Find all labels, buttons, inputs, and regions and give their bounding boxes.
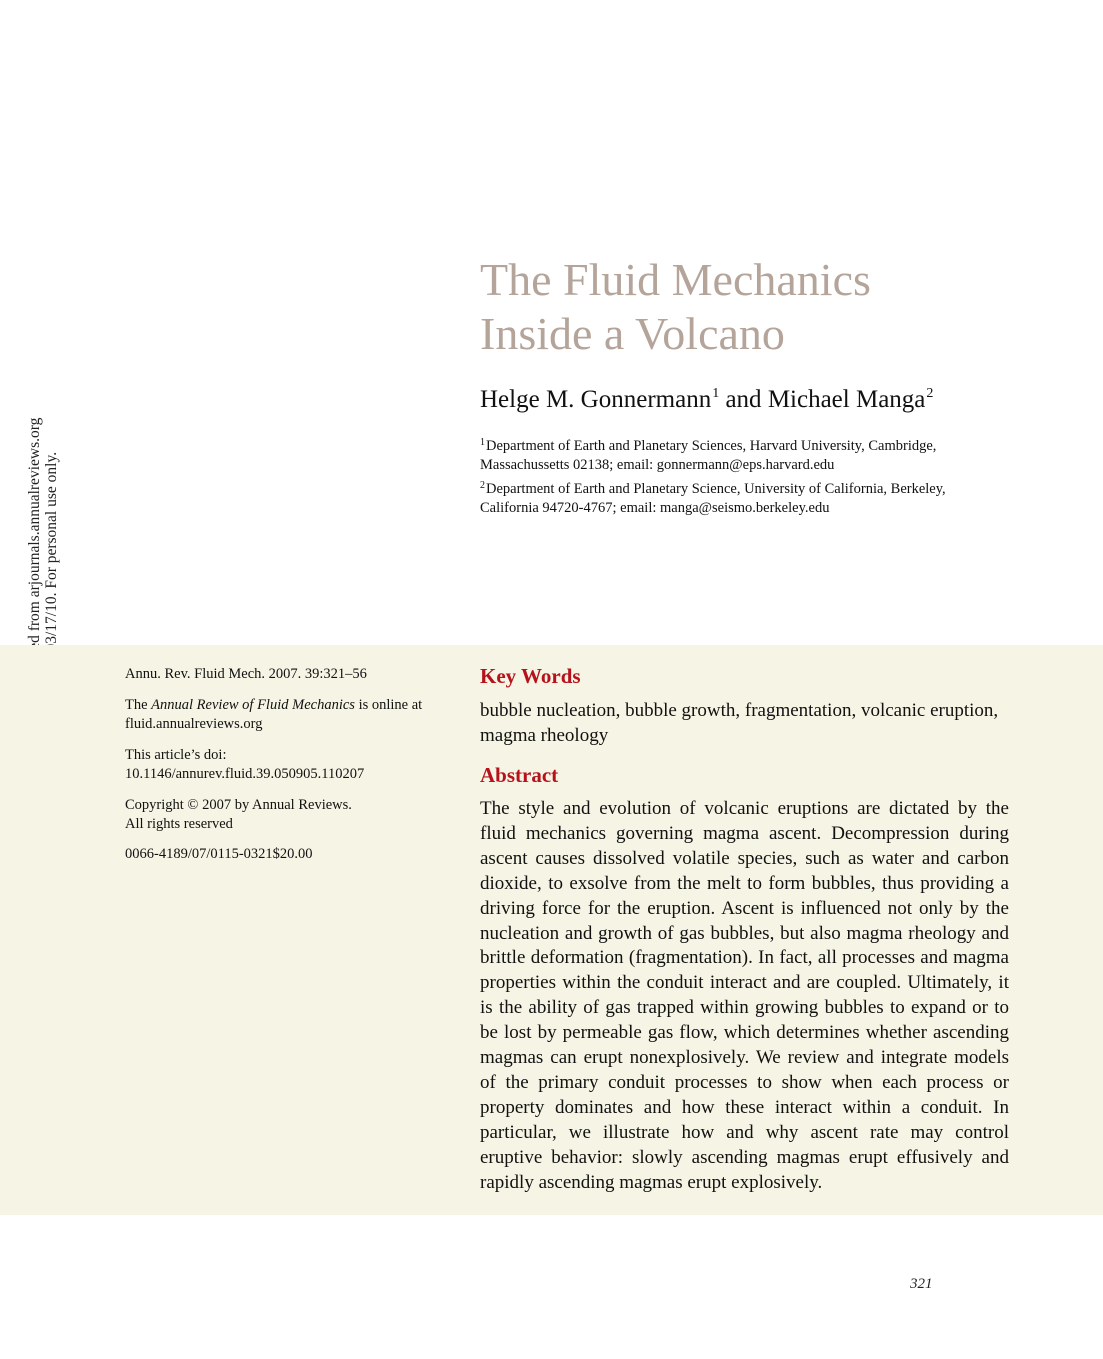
keywords-heading: Key Words	[480, 664, 581, 688]
author-1: Helge M. Gonnermann	[480, 386, 712, 413]
copyright-line: Copyright © 2007 by Annual Reviews.	[125, 797, 352, 813]
issn-code: 0066-4189/07/0115-0321$20.00	[125, 846, 313, 862]
affiliation-1-text: Department of Earth and Planetary Sciences, Harvard University, Cambridge, Massachussetts 02138; email: gonnermann@eps.harvard.edu	[480, 438, 937, 473]
online-notice	[125, 696, 425, 734]
online-prefix: The	[125, 697, 152, 713]
title-line-2: Inside a Volcano	[480, 308, 785, 359]
affiliation-2	[480, 476, 1000, 518]
online-suffix: is online at fluid.annualreviews.org	[125, 697, 423, 732]
page-number: 321	[910, 1276, 933, 1292]
doi-block	[125, 746, 425, 784]
doi-label: This article’s doi:	[125, 747, 227, 763]
title-line-1: The Fluid Mechanics	[480, 254, 871, 305]
abstract-heading: Abstract	[480, 763, 559, 787]
journal-name: Annual Review of Fluid Mechanics	[151, 697, 355, 713]
author-2: Michael Manga	[767, 386, 926, 413]
affiliation-1-mark: 1	[480, 437, 485, 448]
affiliation-2-mark: 2	[480, 480, 485, 491]
affiliation-1	[480, 433, 1000, 475]
abstract-text: The style and evolution of volcanic eruptions are dictated by the fluid mechanics governing magma ascent. Decompression during ascent causes dissolved volatile species, such as water and carbon dioxide, to exsolve from the melt to form bubbles, thus providing a driving force for the eruption. Ascent is influenced not only by the nucleation and growth of gas bubbles, but also magma rheology and brittle deformation (fragmentation). In fact, all processes and magma properties within the conduit interact and are coupled. Ultimately, it is the ability of gas trapped within growing bubbles to expand or to be lost by permeable gas flow, which determines whether ascending magmas can erupt nonexplosively. We review and integrate models of the primary conduit processes to show when each process or property dominates and how these interact within a conduit. In particular, we illustrate how and why ascent rate may control eruptive behavior: slowly ascending magmas erupt effusively and rapidly ascending magmas erupt explosively.	[480, 798, 1009, 1193]
affiliation-2-text: Department of Earth and Planetary Science, University of California, Berkeley, California 94720-4767; email: manga@seismo.berkeley.edu	[480, 481, 946, 516]
author-2-affil-mark: 2	[926, 386, 934, 401]
author-conjunction: and	[725, 386, 762, 413]
author-list	[480, 386, 933, 414]
doi-value[interactable]: 10.1146/annurev.fluid.39.050905.110207	[125, 766, 365, 782]
author-1-affil-mark: 1	[712, 386, 720, 401]
rights-line: All rights reserved	[125, 816, 233, 832]
keywords-text: bubble nucleation, bubble growth, fragmentation, volcanic eruption, magma rheology	[480, 700, 999, 746]
copyright-block	[125, 796, 425, 834]
article-title	[480, 253, 871, 361]
citation: Annu. Rev. Fluid Mech. 2007. 39:321–56	[125, 666, 367, 682]
